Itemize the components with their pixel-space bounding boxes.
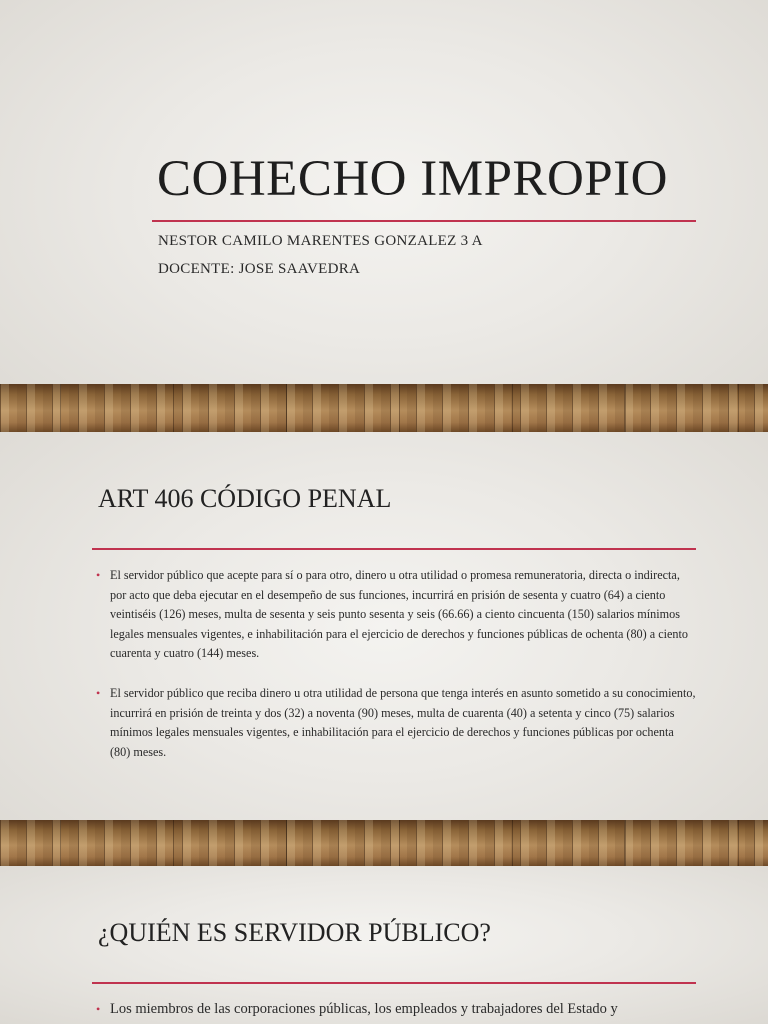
list-item	[96, 1000, 696, 1020]
bullet-icon: •	[96, 568, 101, 582]
slide-heading: ART 406 CÓDIGO PENAL	[98, 484, 392, 513]
bullet-list	[96, 566, 696, 762]
wood-floor-decoration	[0, 820, 768, 866]
heading-divider	[92, 982, 696, 984]
heading-divider	[92, 548, 696, 550]
slide-article-406	[0, 432, 768, 866]
slide-title	[0, 0, 768, 432]
list-item	[96, 566, 696, 664]
slide-public-servant	[0, 866, 768, 1024]
bullet-text: El servidor público que reciba dinero u otra utilidad de persona que tenga interés en asunto sometido a su conocimiento, incurrirá en prisión de treinta y dos (32) a noventa (90) meses, multa de cuarenta (40) a setenta y cinco (75) salarios mínimos legales mensuales vigentes, e inhabilitación para el ejercicio de derechos y funciones públicas por ochenta (80) meses.	[110, 685, 696, 759]
bullet-list	[96, 1000, 696, 1020]
author-line: NESTOR CAMILO MARENTES GONZALEZ 3 A	[158, 233, 483, 249]
slide-heading: ¿QUIÉN ES SERVIDOR PÚBLICO?	[98, 918, 491, 947]
bullet-text: El servidor público que acepte para sí o para otro, dinero u otra utilidad o promesa remuneratoria, directa o indirecta, por acto que deba ejecutar en el desempeño de sus funciones, incurrirá en prisión de sesenta y cuatro (64) a ciento veintiséis (126) meses, multa de sesenta y seis punto sesenta y seis (66.66) a ciento cincuenta (150) salarios mínimos legales mensuales vigentes, e inhabilitación para el ejercicio de derechos y funciones públicas de ochenta (80) a ciento cuarenta y cuatro (144) meses.	[110, 568, 688, 661]
title-divider	[152, 220, 696, 222]
list-item	[96, 684, 696, 762]
bullet-text: Los miembros de las corporaciones públicas, los empleados y trabajadores del Estado y	[110, 1001, 618, 1017]
teacher-line: DOCENTE: JOSE SAAVEDRA	[158, 261, 361, 277]
wood-floor-decoration	[0, 384, 768, 432]
slide-title-heading: COHECHO IMPROPIO	[157, 151, 668, 207]
bullet-icon: •	[96, 1002, 101, 1016]
bullet-icon: •	[96, 685, 101, 700]
